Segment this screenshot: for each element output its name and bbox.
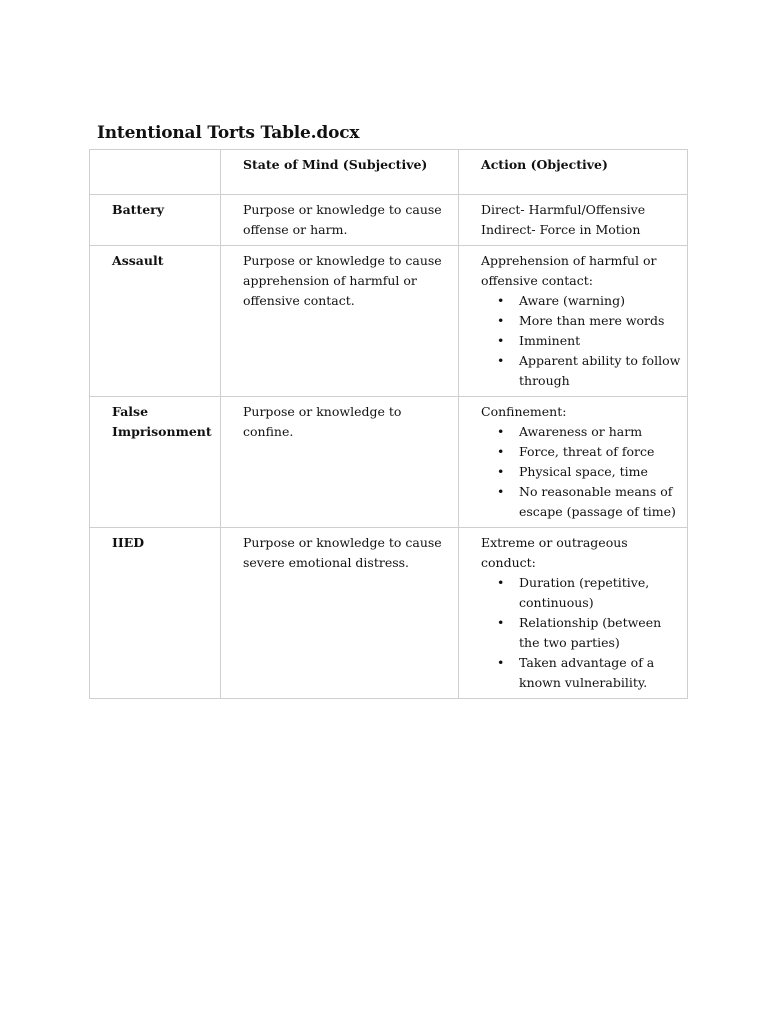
- list-item: • Taken advantage of a known vulnerability.: [519, 653, 681, 693]
- state-of-mind-text: Purpose or knowledge to cause severe emotional distress.: [243, 535, 442, 570]
- list-item: • No reasonable means of escape (passage of time): [519, 482, 681, 522]
- state-of-mind-cell: [221, 195, 459, 246]
- list-item: • Aware (warning): [519, 291, 681, 311]
- action-bullet-list: [481, 573, 681, 693]
- action-intro: Confinement:: [481, 404, 567, 419]
- list-item: • Relationship (between the two parties): [519, 613, 681, 653]
- state-of-mind-cell: [221, 528, 459, 699]
- action-intro: Apprehension of harmful or offensive contact:: [481, 253, 657, 288]
- list-item: • Imminent: [519, 331, 681, 351]
- list-item: • Physical space, time: [519, 462, 681, 482]
- header-state-of-mind: State of Mind (Subjective): [221, 150, 459, 195]
- state-of-mind-cell: [221, 397, 459, 528]
- action-cell: [459, 195, 688, 246]
- list-item: • Duration (repetitive, continuous): [519, 573, 681, 613]
- table-row-false-imprisonment: [90, 397, 688, 528]
- action-cell: [459, 528, 688, 699]
- action-intro: Extreme or outrageous conduct:: [481, 535, 628, 570]
- action-line: Indirect- Force in Motion: [481, 222, 641, 237]
- state-of-mind-text: Purpose or knowledge to cause apprehension of harmful or offensive contact.: [243, 253, 442, 308]
- tort-name: Assault: [112, 253, 164, 268]
- state-of-mind-text: Purpose or knowledge to confine.: [243, 404, 402, 439]
- list-item: • More than mere words: [519, 311, 681, 331]
- tort-name-cell: [90, 195, 221, 246]
- action-cell: [459, 246, 688, 397]
- state-of-mind-cell: [221, 246, 459, 397]
- table-row-battery: [90, 195, 688, 246]
- tort-name-cell: [90, 528, 221, 699]
- tort-name: False Imprisonment: [112, 404, 212, 439]
- table-row-assault: [90, 246, 688, 397]
- tort-name: Battery: [112, 202, 165, 217]
- tort-name: IIED: [112, 535, 145, 550]
- list-item: • Awareness or harm: [519, 422, 681, 442]
- tort-name-cell: [90, 246, 221, 397]
- action-cell: [459, 397, 688, 528]
- tort-name-cell: [90, 397, 221, 528]
- table-header-row: [90, 150, 688, 195]
- list-item: • Force, threat of force: [519, 442, 681, 462]
- table-row-iied: [90, 528, 688, 699]
- intentional-torts-table: [89, 149, 688, 699]
- state-of-mind-text: Purpose or knowledge to cause offense or harm.: [243, 202, 442, 237]
- action-line: Direct- Harmful/Offensive: [481, 202, 646, 217]
- action-bullet-list: [481, 291, 681, 391]
- header-blank-cell: [90, 150, 221, 195]
- document-title: Intentional Torts Table.docx: [97, 123, 360, 143]
- list-item: • Apparent ability to follow through: [519, 351, 681, 391]
- action-bullet-list: [481, 422, 681, 522]
- header-action: Action (Objective): [459, 150, 688, 195]
